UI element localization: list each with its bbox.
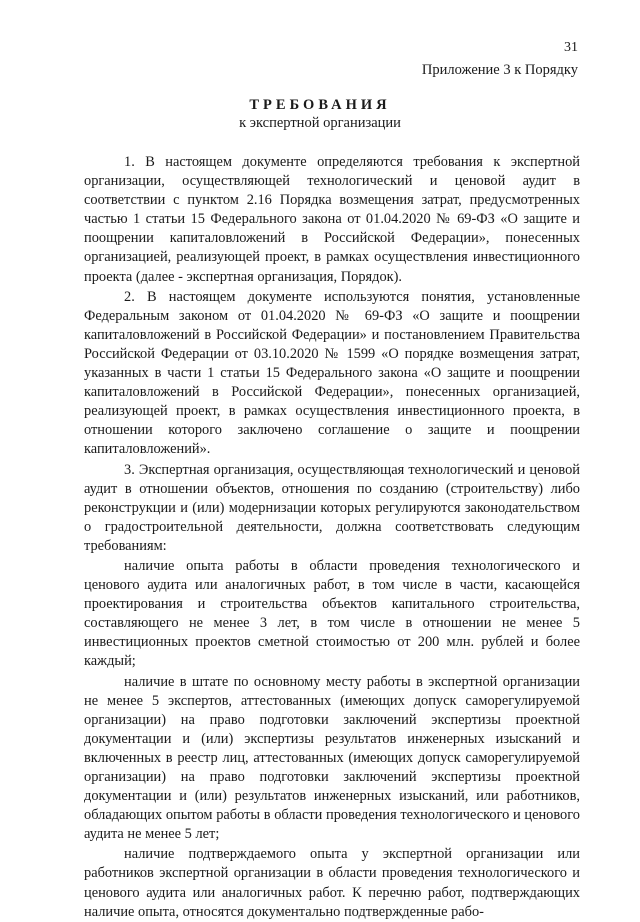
requirement-experience: наличие опыта работы в области проведения технологического и ценового аудита или аналогичных работ, в том числе в части, касающейся проектирования и строительства объектов капитального строительства, составляющего не менее 3 лет, в том числе в отношении не менее 5 инвестиционных проектов сметной стоимостью от 200 млн. рублей и более каждый;	[84, 557, 580, 670]
document-subtitle: к экспертной организации	[239, 115, 401, 131]
paragraph-3: 3. Экспертная организация, осуществляющая технологический и ценовой аудит в отношении объектов, отношения по созданию (строительству) либо реконструкции и (или) модернизации которых регулируются законодательством о градостроительной деятельности, должна соответствовать следующим требованиям:	[84, 461, 580, 554]
paragraph-1: 1. В настоящем документе определяются требования к экспертной организации, осуществляющей технологический и ценовой аудит в соответствии с пунктом 2.16 Порядка возмещения затрат, предусмотренных частью 1 статьи 15 Федерального закона от 01.04.2020 № 69-ФЗ «О защите и поощрении капиталовложений в Российской Федерации», понесенных организацией, реализующей проект, в рамках осуществления инвестиционного проекта (далее - экспертная организация, Порядок).	[84, 154, 580, 285]
requirement-staff: наличие в штате по основному месту работы в экспертной организации не менее 5 экспертов, аттестованных (имеющих допуск саморегулируемой организации) на право подготовки заключений экспертизы проектной документации и (или) экспертизы результатов инженерных изысканий и включенных в реестр лиц, аттестованных (имеющих допуск саморегулируемой организации) на право подготовки заключений экспертизы проектной документации и (или) результатов инженерных изысканий, или работников, обладающих опытом работы в области проведения технологического и ценового аудита не менее 5 лет;	[84, 673, 580, 843]
paragraph-2: 2. В настоящем документе используются понятия, установленные Федеральным законом от 01.04.2020 № 69-ФЗ «О защите и поощрении капиталовложений в Российской Федерации» и постановлением Правительства Российской Федерации от 03.10.2020 № 1599 «О порядке возмещения затрат, указанных в части 1 статьи 15 Федерального закона «О защите и поощрении капиталовложений в Российской Федерации», понесенных организацией, реализующей проект, в рамках осуществления инвестиционного проекта, в отношении которого заключено соглашение о защите и поощрении капиталовложений».	[84, 288, 580, 458]
appendix-reference: Приложение 3 к Порядку	[421, 62, 578, 78]
document-title: ТРЕБОВАНИЯ	[249, 97, 391, 113]
requirement-confirmed-experience: наличие подтверждаемого опыта у экспертной организации или работников экспертной организации в области проведения технологического и ценового аудита или аналогичных работ. К перечню работ, подтверждающих наличие опыта, относятся документально подтвержденные рабо-	[84, 846, 580, 920]
document-body	[84, 153, 580, 922]
page-number: 31	[564, 40, 578, 55]
